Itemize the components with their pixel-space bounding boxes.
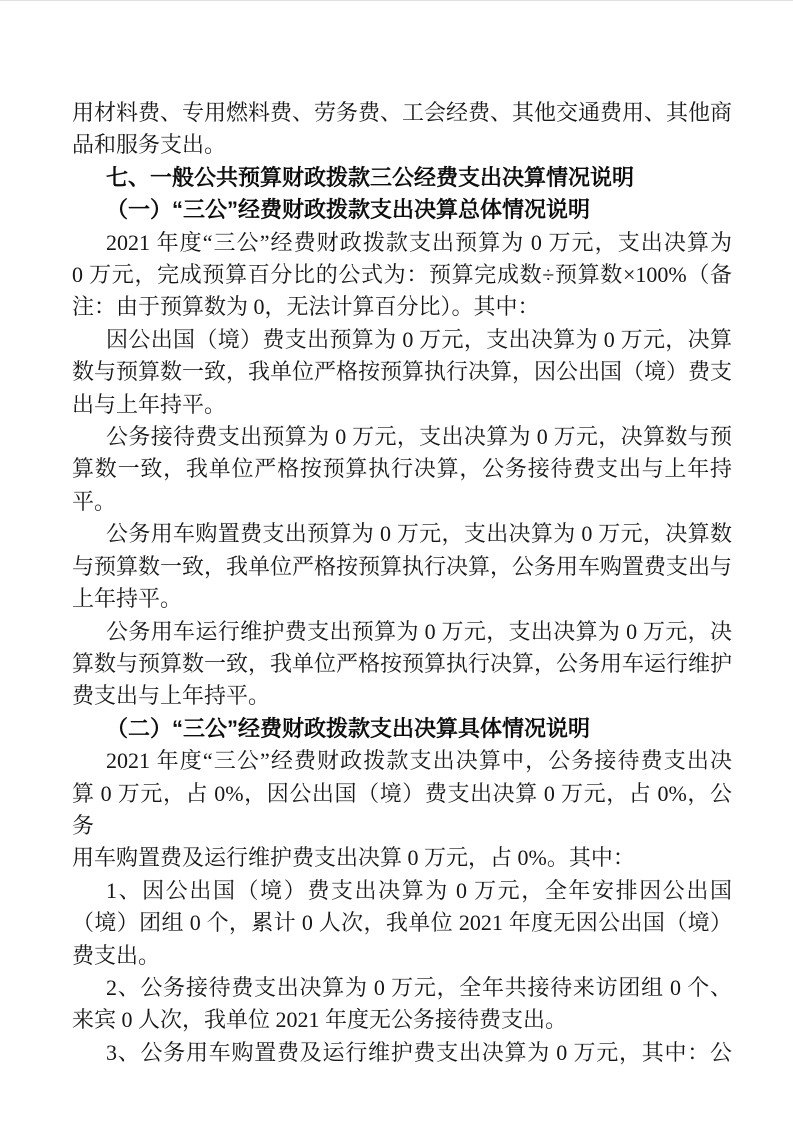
body-line: 上年持平。 [72, 586, 183, 612]
body-line: 2、公务接待费支出决算为 0 万元，全年共接待来访团组 0 个、 [106, 974, 732, 1000]
body-line: 算数与预算数一致，我单位严格按预算执行决算，公务用车运行维护 [72, 650, 733, 676]
body-line: 与预算数一致，我单位严格按预算执行决算，公务用车购置费支出与 [72, 553, 733, 579]
heading-line: （二）“三公”经费财政拨款支出决算具体情况说明 [106, 715, 591, 741]
body-line: 品和服务支出。 [72, 132, 227, 158]
document-lines [72, 97, 732, 1069]
body-line: 数与预算数一致，我单位严格按预算执行决算，因公出国（境）费支 [72, 359, 733, 385]
body-line: 来宾 0 人次，我单位 2021 年度无公务接待费支出。 [72, 1007, 568, 1033]
body-line: 公务用车购置费支出预算为 0 万元，支出决算为 0 万元，决算数 [106, 521, 732, 547]
body-line: 注：由于预算数为 0，无法计算百分比）。其中： [72, 294, 540, 320]
body-line: 用车购置费及运行维护费支出决算 0 万元，占 0%。其中： [72, 845, 635, 871]
heading-line: 七、一般公共预算财政拨款三公经费支出决算情况说明 [106, 164, 635, 190]
body-line: 0 万元，完成预算百分比的公式为：预算完成数÷预算数×100%（备 [72, 262, 732, 288]
body-line: 公务接待费支出预算为 0 万元，支出决算为 0 万元，决算数与预 [106, 424, 732, 450]
heading-line: （一）“三公”经费财政拨款支出决算总体情况说明 [106, 197, 591, 223]
body-line: 费支出与上年持平。 [72, 683, 271, 709]
body-line: （境）团组 0 个，累计 0 人次，我单位 2021 年度无因公出国（境） [72, 910, 732, 936]
body-line: 用材料费、专用燃料费、劳务费、工会经费、其他交通费用、其他商 [72, 100, 733, 125]
body-line: 算 0 万元，占 0%，因公出国（境）费支出决算 0 万元，占 0%，公务 [72, 780, 732, 838]
body-line: 费支出。 [72, 942, 161, 968]
body-line: 2021 年度“三公”经费财政拨款支出预算为 0 万元，支出决算为 [106, 229, 732, 255]
body-line: 3、公务用车购置费及运行维护费支出决算为 0 万元，其中：公 [106, 1039, 732, 1065]
body-line: 平。 [72, 488, 117, 514]
body-line: 1、因公出国（境）费支出决算为 0 万元，全年安排因公出国 [106, 877, 732, 903]
body-line: 2021 年度“三公”经费财政拨款支出决算中，公务接待费支出决 [106, 748, 732, 774]
body-line: 因公出国（境）费支出预算为 0 万元，支出决算为 0 万元，决算 [106, 326, 732, 352]
body-line: 公务用车运行维护费支出预算为 0 万元，支出决算为 0 万元，决 [106, 618, 732, 644]
body-line: 算数一致，我单位严格按预算执行决算，公务接待费支出与上年持 [72, 456, 732, 482]
body-line: 出与上年持平。 [72, 391, 227, 417]
